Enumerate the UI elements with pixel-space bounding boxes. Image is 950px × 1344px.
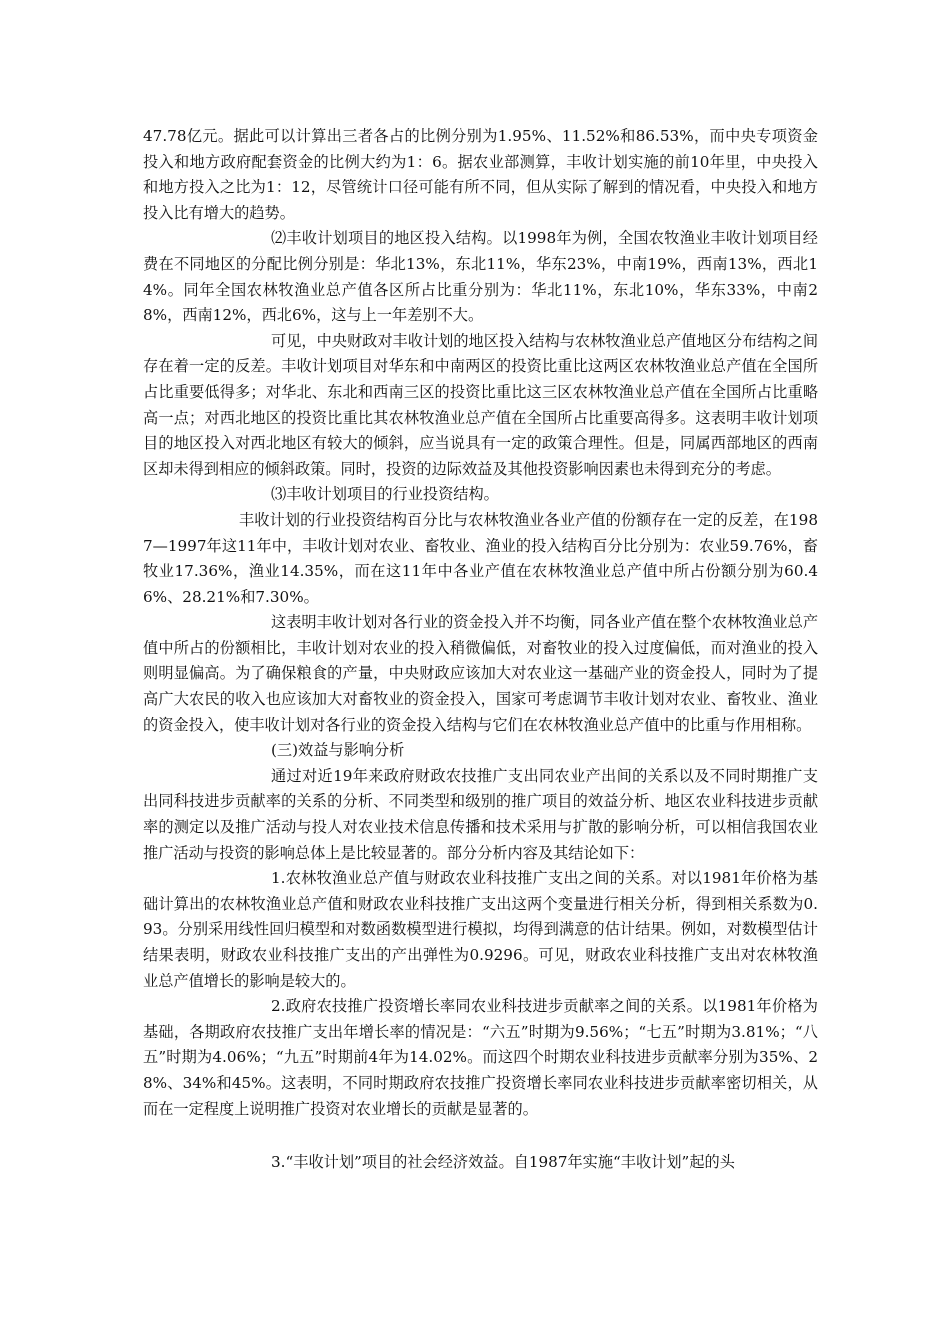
paragraph-industry-analysis: 这表明丰收计划对各行业的资金投入并不均衡，同各业产值在整个农林牧渔业总产值中所占的份额相比，丰收计划对农业的投入稍微偏低，对畜牧业的投入过度偏低，而对渔业的投入则明显偏高。为了确保粮食的产量，中央财政应该加大对农业这一基础产业的资金投人，同时为了提高广大农民的收入也应该加大对畜牧业的资金投入，国家可考虑调节丰收计划对农业、畜牧业、渔业的资金投入，使丰收计划对各行业的资金投入结构与它们在农林牧渔业总产值中的比重与作用相称。 [143,613,818,734]
paragraph-growth-rate: 2.政府农技推广投资增长率同农业科技进步贡献率之间的关系。以1981年价格为基础，各期政府农技推广支出年增长率的情况是：“六五”时期为9.56%；“七五”时期为3.81%；“八五”时期为4.06%；“九五”时期前4年为14.02%。而这四个时期农业科技进步贡献率分别为35%、28%、34%和45%。这表明，不同时期政府农技推广投资增长率同农业科技进步贡献率密切相关，从而在一定程度上说明推广投资对农业增长的贡献是显著的。 [143,997,818,1118]
paragraph-regional-analysis: 可见，中央财政对丰收计划的地区投入结构与农林牧渔业总产值地区分布结构之间存在着一定的反差。丰收计划项目对华东和中南两区的投资比重比这两区农林牧渔业总产值在全国所占比重要低得多；对华北、东北和西南三区的投资比重比这三区农林牧渔业总产值在全国所占比重略高一点；对西北地区的投资比重比其农林牧渔业总产值在全国所占比重要高得多。这表明丰收计划项目的地区投入对西北地区有较大的倾斜，应当说具有一定的政策合理性。但是，同属西部地区的西南区却未得到相应的倾斜政策。同时，投资的边际效益及其他投资影响因素也未得到充分的考虑。 [143,331,818,478]
paragraph-funding-ratio: 47.78亿元。据此可以计算出三者各占的比例分别为1.95%、11.52%和86.53%，而中央专项资金投入和地方政府配套资金的比例大约为1：6。据农业部测算，丰收计划实施的前10年里，中央投入和地方投入之比为1：12，尽管统计口径可能有所不同，但从实际了解到的情况看，中央投入和地方投入比有增大的趋势。 [143,127,818,222]
paragraph-industry-structure: 丰收计划的行业投资结构百分比与农林牧渔业各业产值的份额存在一定的反差，在1987—1997年这11年中，丰收计划对农业、畜牧业、渔业的投入结构百分比分别为：农业59.76%，畜牧业17.36%，渔业14.35%，而在这11年中各业产值在农林牧渔业总产值中所占份额分别为60.46%、28.21%和7.30%。 [143,510,818,606]
paragraph-social-benefits: 3.“丰收计划”项目的社会经济效益。自1987年实施“丰收计划”起的头 [271,1153,735,1172]
paragraph-output-correlation: 1.农林牧渔业总产值与财政农业科技推广支出之间的关系。对以1981年价格为基础计算出的农林牧渔业总产值和财政农业科技推广支出这两个变量进行相关分析，得到相关系数为0.93。分别采用线性回归模型和对数函数模型进行模拟，均得到满意的估计结果。例如，对数模型估计结果表明，财政农业科技推广支出的产出弹性为0.9296。可见，财政农业科技推广支出对农林牧渔业总产值增长的影响是较大的。 [143,869,818,990]
paragraph-benefits-overview: 通过对近19年来政府财政农技推广支出同农业产出间的关系以及不同时期推广支出同科技进步贡献率的关系的分析、不同类型和级别的推广项目的效益分析、地区农业科技进步贡献率的测定以及推广活动与投人对农业技术信息传播和技术采用与扩散的影响分析，可以相信我国农业推广活动与投资的影响总体上是比较显著的。部分分析内容及其结论如下： [143,766,818,862]
section-heading-benefits: (三)效益与影响分析 [271,741,405,760]
paragraph-regional-structure: ⑵丰收计划项目的地区投入结构。以1998年为例，全国农牧渔业丰收计划项目经费在不同地区的分配比例分别是：华北13%，东北11%，华东23%，中南19%，西南13%，西北14%。同年全国农林牧渔业总产值各区所占比重分别为：华北11%，东北10%，华东33%，中南28%，西南12%，西北6%，这与上一年差别不大。 [143,229,818,325]
document-body [143,124,818,1176]
paragraph-industry-heading: ⑶丰收计划项目的行业投资结构。 [271,485,499,504]
